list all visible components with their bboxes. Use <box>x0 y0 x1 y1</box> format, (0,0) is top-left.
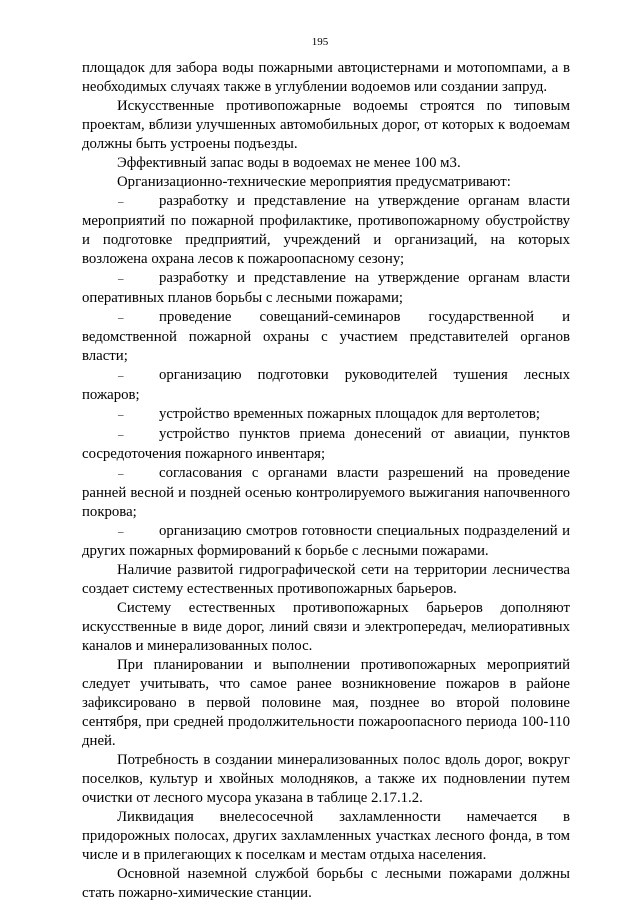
paragraph: Систему естественных противопожарных барьеров дополняют искусственные в виде дорог, линий связи и электропередач, мелиоративных каналов и минерализованных полос. <box>82 600 570 654</box>
list-item <box>82 308 570 366</box>
paragraph: Ликвидация внелесосечной захламленности намечается в придорожных полосах, других захламленных участках лесного фонда, в том числе и в прилегающих к поселкам и местам отдыха населения. <box>82 809 570 863</box>
paragraph: Потребность в создании минерализованных полос вдоль дорог, вокруг поселков, культур и хвойных молодняков, а также их подновлении путем очистки от лесного мусора указана в таблице 2.17.1.2. <box>82 752 570 806</box>
bullet-dash: – <box>118 196 124 208</box>
list-item-text: организацию смотров готовности специальных подразделений и других пожарных формирований к борьбе с лесными пожарами. <box>82 523 570 559</box>
list-item-text: согласования с органами власти разрешений на проведение ранней весной и поздней осенью контролируемого выжигания напочвенного покрова; <box>82 465 570 520</box>
bullet-dash: – <box>118 273 124 285</box>
list-item <box>82 192 570 269</box>
page-number: 195 <box>311 36 329 48</box>
list-item-text: разработку и представление на утверждение органам власти мероприятий по пожарной профилактике, противопожарному обустройству и подготовке предприятий, учреждений и организаций, на которых возложена охрана лесов к пожароопасному сезону; <box>82 193 570 267</box>
list-item-text: организацию подготовки руководителей тушения лесных пожаров; <box>82 367 570 403</box>
list-item <box>82 366 570 405</box>
document-body <box>82 59 570 903</box>
paragraph: Искусственные противопожарные водоемы строятся по типовым проектам, вблизи улучшенных автомобильных дорог, от которых к водоемам должны быть устроены подъезды. <box>82 98 570 152</box>
list-item <box>82 269 570 308</box>
bullet-dash: – <box>118 468 124 480</box>
paragraph: площадок для забора воды пожарными автоцистернами и мотопомпами, а в необходимых случаях также в углублении водоемов или создании запруд. <box>82 60 570 95</box>
bullet-dash: – <box>118 409 124 421</box>
paragraph: Основной наземной службой борьбы с лесными пожарами должны стать пожарно-химические станции. <box>82 866 570 901</box>
list-item <box>82 425 570 464</box>
bullet-dash: – <box>118 526 124 538</box>
list-item <box>82 522 570 561</box>
list-item-text: разработку и представление на утверждение органам власти оперативных планов борьбы с лесными пожарами; <box>82 270 570 306</box>
bullet-dash: – <box>118 429 124 441</box>
bullet-dash: – <box>118 370 124 382</box>
list-item-text: устройство временных пожарных площадок для вертолетов; <box>159 406 540 422</box>
bullet-dash: – <box>118 312 124 324</box>
paragraph: При планировании и выполнении противопожарных мероприятий следует учитывать, что самое ранее возникновение пожаров в районе зафиксировано в первой половине мая, позднее во второй половине сентября, при средней продолжительности пожароопасного периода 100-110 дней. <box>82 657 570 749</box>
paragraph: Организационно-технические мероприятия предусматривают: <box>117 174 511 190</box>
list-item <box>82 464 570 522</box>
list-item-text: проведение совещаний-семинаров государственной и ведомственной пожарной охраны с участием представителей органов власти; <box>82 309 570 364</box>
list-item-text: устройство пунктов приема донесений от авиации, пунктов сосредоточения пожарного инвентаря; <box>82 426 570 462</box>
paragraph: Эффективный запас воды в водоемах не менее 100 м3. <box>117 155 461 171</box>
paragraph: Наличие развитой гидрографической сети на территории лесничества создает систему естественных противопожарных барьеров. <box>82 562 570 597</box>
list-item <box>82 405 570 425</box>
